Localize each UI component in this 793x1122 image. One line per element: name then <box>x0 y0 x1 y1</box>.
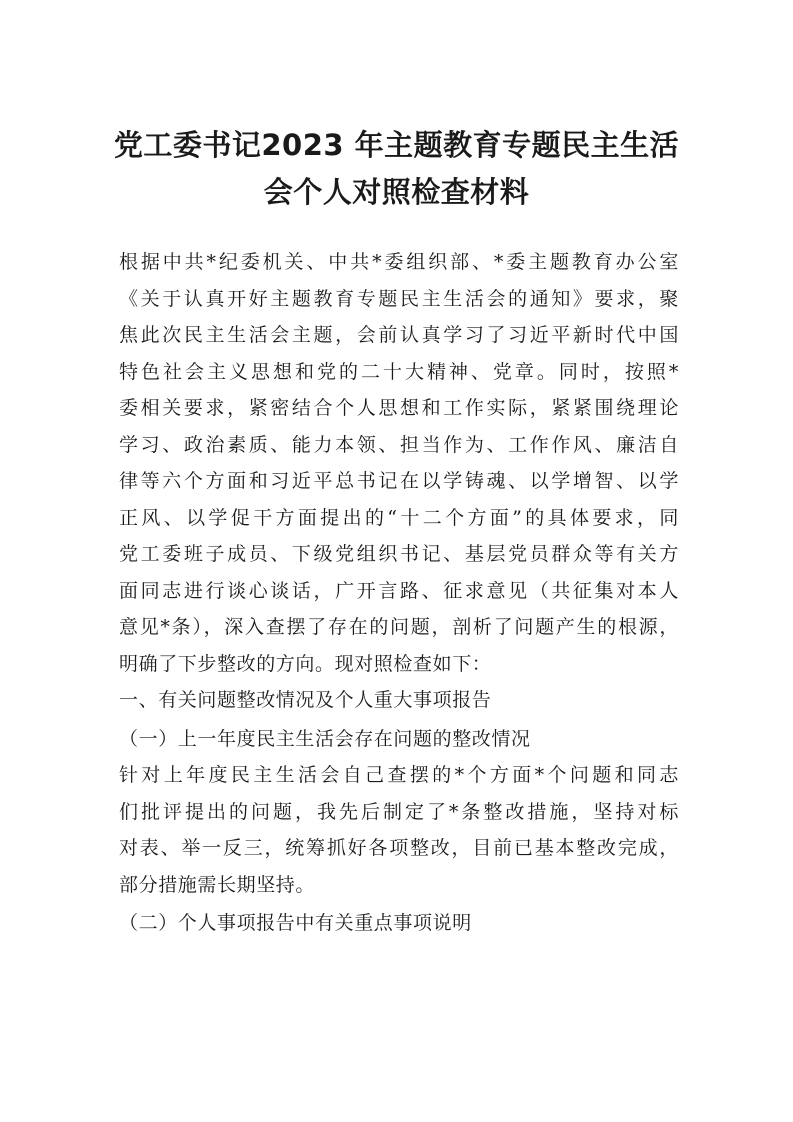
document-title-line-1: 党工委书记2023 年主题教育专题民主生活 <box>113 128 680 162</box>
text-line: 律等六个方面和习近平总书记在以学铸魂、以学增智、以学 <box>119 470 679 492</box>
subsection-heading-2: （二）个人事项报告中有关重点事项说明 <box>119 912 472 934</box>
section-heading-1: 一、有关问题整改情况及个人重大事项报告 <box>119 689 492 711</box>
text-line: 针对上年度民主生活会自己查摆的*个方面*个问题和同志 <box>119 764 679 786</box>
paragraph-intro <box>119 244 679 682</box>
paragraph-rectification <box>119 757 679 903</box>
text-line: 特色社会主义思想和党的二十大精神、党章。同时，按照* <box>119 360 679 383</box>
text-line: 党工委班子成员、下级党组织书记、基层党员群众等有关方 <box>119 543 679 565</box>
text-line: 正风、以学促干方面提出的“十二个方面”的具体要求，同 <box>119 506 679 529</box>
text-line: 焦此次民主生活会主题，会前认真学习了习近平新时代中国 <box>119 324 679 346</box>
subsection-heading-1: （一）上一年度民主生活会存在问题的整改情况 <box>119 727 531 750</box>
text-line: 根据中共*纪委机关、中共*委组织部、*委主题教育办公室 <box>119 251 679 273</box>
document-title-line-2: 会个人对照检查材料 <box>263 175 530 209</box>
text-line: 《关于认真开好主题教育专题民主生活会的通知》要求，聚 <box>119 287 679 310</box>
text-line: 委相关要求，紧密结合个人思想和工作实际，紧紧围绕理论 <box>119 397 679 419</box>
text-line: 学习、政治素质、能力本领、担当作为、工作作风、廉洁自 <box>119 433 679 456</box>
text-line: 面同志进行谈心谈话，广开言路、征求意见（共征集对本人 <box>119 579 679 602</box>
document-body <box>119 244 679 942</box>
text-line: 们批评提出的问题，我先后制定了*条整改措施，坚持对标 <box>119 800 679 823</box>
text-line: 意见*条），深入查摆了存在的问题，剖析了问题产生的根源， <box>119 616 679 638</box>
text-line: 明确了下步整改的方向。现对照检查如下： <box>119 652 492 675</box>
text-line: 部分措施需长期坚持。 <box>119 873 316 896</box>
text-line: 对表、举一反三，统筹抓好各项整改，目前已基本整改完成， <box>119 837 679 859</box>
